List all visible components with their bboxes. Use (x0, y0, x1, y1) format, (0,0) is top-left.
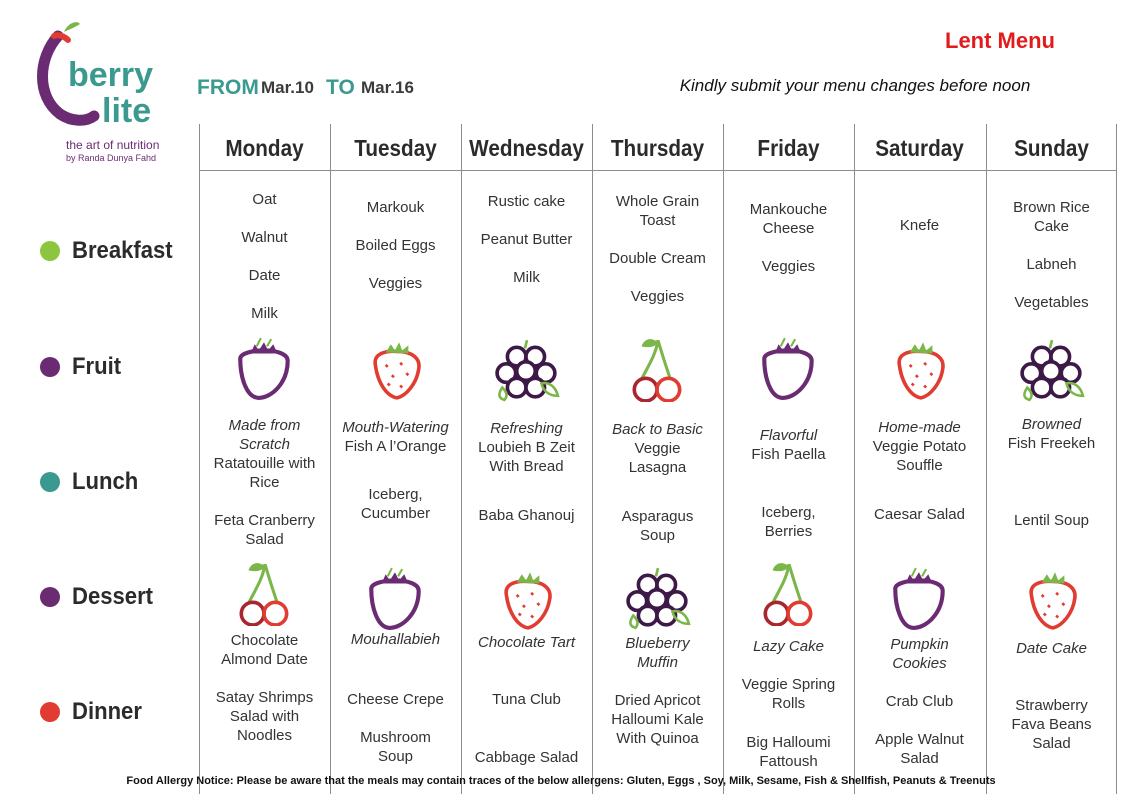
lunch-description: Mouth-Watering (342, 419, 449, 436)
breakfast-cell-saturday (854, 216, 985, 235)
lunch-side: Caesar Salad (874, 506, 965, 523)
breakfast-cell-monday (199, 190, 330, 323)
breakfast-cell-sunday (986, 198, 1117, 312)
dessert-cell-thursday (592, 634, 723, 672)
meal-name: Breakfast (72, 237, 173, 264)
dessert-name: Chocolate Tart (477, 634, 575, 651)
dinner-item: Mushroom Soup (360, 729, 431, 765)
logo-byline: by Randa Dunya Fahd (66, 153, 157, 163)
menu-item: Markouk (366, 199, 425, 216)
dinner-item: Tuna Club (492, 691, 561, 708)
day-header-wednesday: Wednesday (469, 135, 584, 161)
day-header-monday: Monday (225, 135, 304, 161)
plum-icon (887, 566, 953, 632)
meal-name: Lunch (72, 468, 139, 495)
meal-label-dinner (40, 697, 148, 727)
menu-item: Labneh (1026, 256, 1077, 273)
lunch-cell-tuesday (330, 418, 461, 523)
dessert-dot-icon (40, 587, 60, 607)
menu-item: Whole Grain Toast (615, 193, 700, 229)
menu-item: Vegetables (1014, 294, 1089, 311)
lunch-description: Browned (1021, 416, 1082, 433)
day-header-friday: Friday (757, 135, 820, 161)
menu-item: Knefe (899, 217, 940, 234)
day-header-thursday: Thursday (610, 135, 705, 161)
lunch-side: Baba Ghanouj (478, 507, 575, 524)
strawberry-icon (494, 566, 560, 632)
menu-item: Veggies (761, 258, 816, 275)
lunch-cell-monday (199, 416, 330, 549)
from-date: Mar.10 (261, 78, 314, 97)
lunch-dish: Fish Freekeh (1007, 435, 1096, 452)
meal-label-breakfast (40, 236, 181, 266)
fruit-dot-icon (40, 357, 60, 377)
fruit-cell-sunday (986, 336, 1117, 402)
plum-icon (756, 336, 822, 402)
lunch-side: Lentil Soup (1013, 512, 1090, 529)
lunch-dot-icon (40, 472, 60, 492)
lunch-side: Iceberg, Berries (761, 504, 816, 540)
fruit-cell-monday (199, 336, 330, 402)
lunch-dish: Veggie Lasagna (628, 440, 687, 476)
dessert-cell-tuesday (330, 630, 461, 649)
meal-label-fruit (40, 352, 125, 382)
menu-item: Veggies (368, 275, 423, 292)
lunch-cell-wednesday (461, 419, 592, 525)
dinner-cell-friday (723, 675, 854, 771)
meal-name: Dessert (72, 583, 154, 610)
dinner-item: Big Halloumi Fattoush (746, 734, 831, 770)
dessert-name: Date Cake (1016, 640, 1087, 657)
fruit-cell-friday (723, 336, 854, 402)
breakfast-dot-icon (40, 241, 60, 261)
meal-label-dessert (40, 582, 160, 612)
dinner-dot-icon (40, 702, 60, 722)
dinner-item: Strawberry Fava Beans Salad (1011, 697, 1092, 752)
to-label: TO (326, 76, 355, 99)
from-label: FROM (197, 76, 259, 99)
dessert-name: Lazy Cake (753, 638, 824, 655)
breakfast-cell-wednesday (461, 192, 592, 287)
menu-item: Milk (251, 305, 278, 322)
fruit-cell-saturday (854, 336, 985, 402)
allergy-notice: Food Allergy Notice: Please be aware that the meals may contain traces of the below allergens: Gluten, Eggs , Soy, Milk, Sesame, Fish & Shellfish, Peanuts & Treenuts (126, 775, 996, 787)
dessert-name: Mouhallabieh (350, 631, 441, 648)
fruit-cell-tuesday (330, 336, 461, 402)
lunch-description: Home-made (878, 419, 961, 436)
dessert-name: Chocolate Almond Date (221, 632, 308, 668)
menu-item: Double Cream (609, 250, 706, 267)
meal-label-lunch (40, 467, 144, 497)
dessert-name: Blueberry Muffin (625, 635, 690, 671)
dessert-name: Pumpkin Cookies (890, 636, 949, 672)
menu-item: Date (248, 267, 281, 284)
dessert-cell-saturday (854, 635, 985, 673)
lunch-side: Iceberg, Cucumber (360, 486, 431, 522)
strawberry-icon (363, 336, 429, 402)
dinner-item: Veggie Spring Rolls (741, 676, 836, 712)
menu-title: Lent Menu (945, 28, 1055, 53)
to-date: Mar.16 (361, 78, 414, 97)
dinner-cell-thursday (592, 691, 723, 748)
dessert-cell-wednesday (461, 633, 592, 652)
menu-item: Veggies (630, 288, 685, 305)
lunch-cell-saturday (854, 418, 985, 524)
dessert-icon-cell-thursday (592, 564, 723, 630)
lunch-description: Made from Scratch (228, 417, 301, 453)
lunch-description: Refreshing (490, 420, 563, 437)
dinner-cell-wednesday (461, 690, 592, 767)
lunch-cell-thursday (592, 420, 723, 545)
dessert-cell-monday (199, 631, 330, 669)
dinner-item: Satay Shrimps Salad with Noodles (215, 689, 314, 744)
dinner-item: Dried Apricot Halloumi Kale With Quinoa (611, 692, 704, 747)
logo-text-lite: lite (102, 92, 152, 130)
plum-icon (363, 566, 429, 632)
day-header-sunday: Sunday (1014, 135, 1089, 161)
lunch-dish: Fish A l’Orange (344, 438, 447, 455)
dinner-cell-saturday (854, 692, 985, 768)
menu-item: Mankouche Cheese (749, 201, 828, 237)
cherry-icon (756, 560, 822, 626)
cherry-icon (232, 560, 298, 626)
lunch-dish: Loubieh B Zeit With Bread (478, 439, 575, 475)
dinner-item: Cabbage Salad (474, 749, 579, 766)
cherry-icon (625, 336, 691, 402)
header-divider (199, 170, 1117, 171)
lunch-dish: Fish Paella (751, 446, 826, 463)
strawberry-icon (1019, 566, 1085, 632)
breakfast-cell-tuesday (330, 198, 461, 293)
lunch-cell-sunday (986, 415, 1117, 530)
lunch-dish: Veggie Potato Souffle (872, 438, 967, 474)
lunch-description: Back to Basic (612, 421, 703, 438)
grapes-icon (1019, 336, 1085, 402)
dessert-icon-cell-tuesday (330, 566, 461, 632)
meal-name: Dinner (72, 698, 142, 725)
day-header-tuesday: Tuesday (354, 135, 437, 161)
menu-item: Boiled Eggs (355, 237, 436, 254)
logo-text-berry: berry (68, 56, 154, 94)
dessert-icon-cell-friday (723, 560, 854, 626)
grapes-icon (625, 564, 691, 630)
menu-item: Brown Rice Cake (1013, 199, 1090, 235)
logo-tagline: the art of nutrition (66, 138, 160, 152)
lunch-dish: Ratatouille with Rice (213, 455, 316, 491)
dessert-icon-cell-monday (199, 560, 330, 626)
dinner-cell-monday (199, 688, 330, 745)
lunch-cell-friday (723, 426, 854, 541)
menu-item: Milk (513, 269, 540, 286)
menu-item: Oat (252, 191, 277, 208)
dessert-cell-friday (723, 637, 854, 656)
strawberry-icon (887, 336, 953, 402)
meal-name: Fruit (72, 353, 122, 380)
dinner-item: Apple Walnut Salad (875, 731, 964, 767)
fruit-cell-thursday (592, 336, 723, 402)
menu-item: Peanut Butter (480, 231, 573, 248)
changes-notice: Kindly submit your menu changes before noon (679, 76, 1031, 95)
fruit-cell-wednesday (461, 336, 592, 402)
day-header-saturday: Saturday (875, 135, 964, 161)
lunch-side: Feta Cranberry Salad (214, 512, 315, 548)
dinner-cell-tuesday (330, 690, 461, 766)
menu-item: Rustic cake (487, 193, 566, 210)
grapes-icon (494, 336, 560, 402)
breakfast-cell-friday (723, 200, 854, 276)
breakfast-cell-thursday (592, 192, 723, 306)
plum-icon (232, 336, 298, 402)
dinner-item: Cheese Crepe (347, 691, 444, 708)
dessert-icon-cell-sunday (986, 566, 1117, 632)
dessert-icon-cell-saturday (854, 566, 985, 632)
dinner-item: Crab Club (885, 693, 954, 710)
lunch-description: Flavorful (759, 427, 818, 444)
dinner-cell-sunday (986, 696, 1117, 753)
menu-item: Walnut (241, 229, 288, 246)
dessert-cell-sunday (986, 639, 1117, 658)
lunch-side: Asparagus Soup (621, 508, 694, 544)
dessert-icon-cell-wednesday (461, 566, 592, 632)
